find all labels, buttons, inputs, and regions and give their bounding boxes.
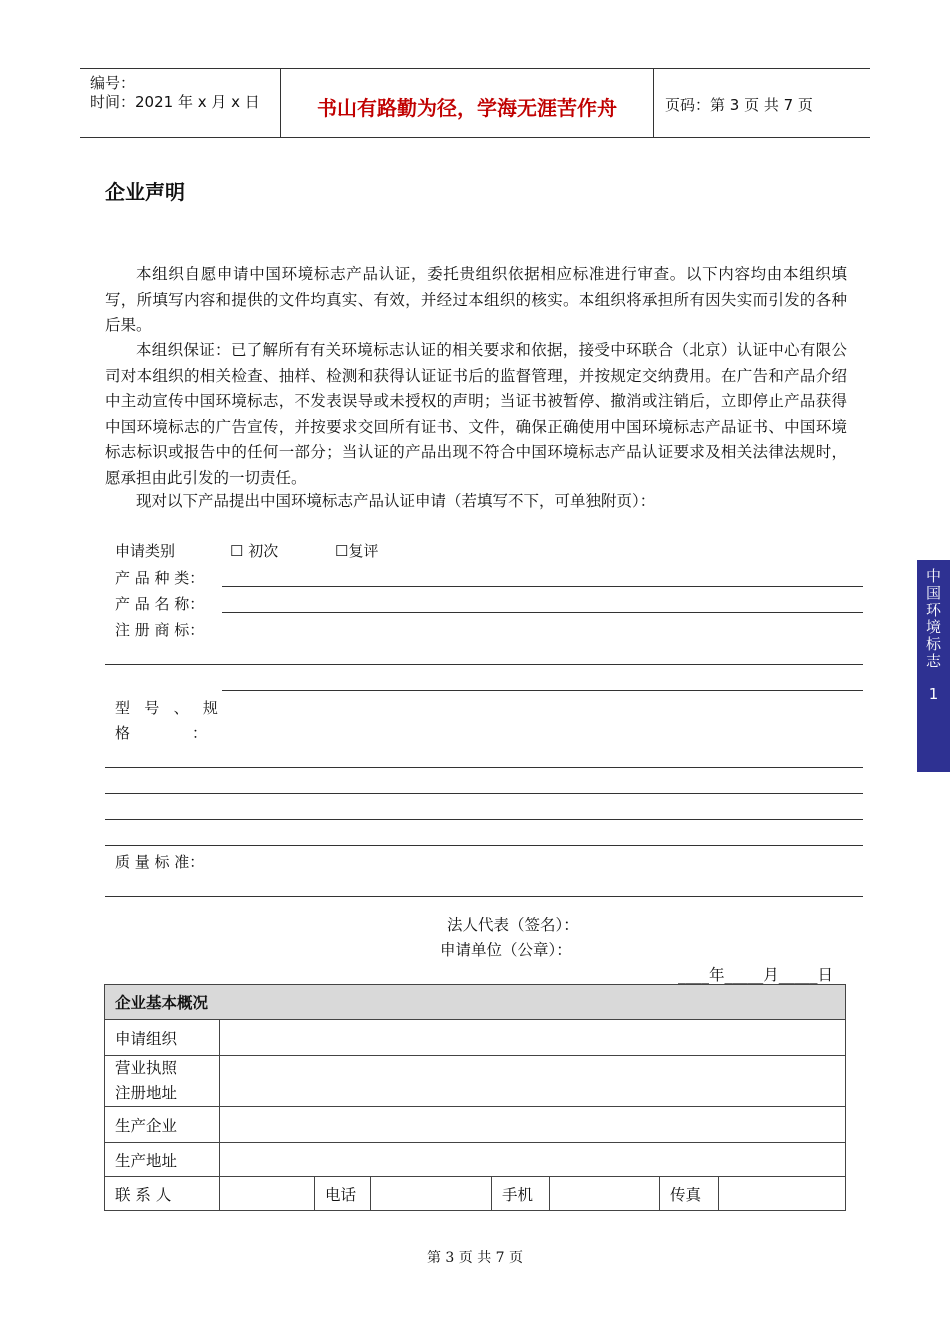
side-tab-text: 中 国 环 境 标 志 (925, 567, 941, 670)
table-row-label: 营业执照 注册地址 (105, 1056, 220, 1107)
product-type-label: 产 品 种 类： (115, 569, 205, 587)
page-header (80, 68, 870, 138)
paragraph-2: 本组织保证：已了解所有有关环境标志认证的相关要求和依据，接受中环联合（北京）认证中心有限公司对本组织的相关检查、抽样、检测和获得认证证书后的监督管理，并按规定交纳费用。在广告和产品介绍中主动宣传中国环境标志，不发表误导或未授权的声明；当证书被暂停、撤消或注销后，立即停止产品获得中国环境标志的广告宣传，并按要求交回所有证书、文件，确保正确使用中国环境标志产品证书、中国环境标志标识或报告中的任何一部分；当认证的产品出现不符合中国环境标志产品认证要求及相关法律法规时，愿承担由此引发的一切责任。 (105, 341, 847, 487)
applicant-seal: 申请单位（公章）： (440, 941, 572, 959)
model-field-line-1[interactable] (222, 690, 863, 691)
trademark-field[interactable] (105, 664, 863, 665)
document-number: 编号： (90, 74, 136, 92)
model-field-line-5[interactable] (105, 845, 863, 846)
option-review-checkbox[interactable]: ☐复评 (335, 542, 379, 560)
contact-label: 联 系 人 (105, 1177, 220, 1211)
table-row-label: 生产企业 (105, 1107, 220, 1143)
standard-label: 质 量 标 准： (115, 853, 205, 871)
production-address-field[interactable] (220, 1143, 846, 1177)
paragraph-1: 本组织自愿申请中国环境标志产品认证，委托贵组织依据相应标准进行审查。以下内容均由本组织填写，所填写内容和提供的文件均真实、有效，并经过本组织的核实。本组织将承担所有因失实而引发的各种后果。 (105, 265, 847, 334)
fax-field[interactable] (719, 1177, 846, 1211)
license-address-field[interactable] (220, 1056, 846, 1107)
fax-label: 传真 (660, 1177, 719, 1211)
model-field-line-4[interactable] (105, 819, 863, 820)
model-label-line-1: 型 号 、 规 (115, 699, 218, 717)
applicant-org-field[interactable] (220, 1020, 846, 1056)
document-time: 时间：2021 年 x 月 x 日 (90, 93, 260, 111)
motto: 书山有路勤为径，学海无涯苦作舟 (317, 96, 617, 120)
table-header: 企业基本概况 (105, 985, 846, 1020)
product-type-field[interactable] (222, 586, 863, 587)
legal-rep-signature: 法人代表（签名）： (447, 916, 579, 934)
model-field-line-3[interactable] (105, 793, 863, 794)
page-title: 企业声明 (105, 180, 185, 204)
basic-info-table (104, 984, 846, 1211)
header-page-number: 页码：第 3 页 共 7 页 (665, 96, 813, 114)
side-tab-number: 1 (928, 685, 939, 703)
mobile-field[interactable] (550, 1177, 660, 1211)
trademark-label: 注 册 商 标： (115, 621, 205, 639)
category-label: 申请类别 (115, 542, 176, 560)
header-info-cell (80, 69, 281, 137)
product-name-field[interactable] (222, 612, 863, 613)
paragraph-3: 现对以下产品提出中国环境标志产品认证申请（若填写不下，可单独附页）： (136, 492, 656, 510)
product-name-label: 产 品 名 称： (115, 595, 205, 613)
signature-date: ____年_____月_____日 (678, 966, 834, 984)
side-tab[interactable] (917, 560, 950, 772)
standard-field[interactable] (105, 896, 863, 897)
header-motto-cell (281, 69, 654, 137)
model-field-line-2[interactable] (105, 767, 863, 768)
contact-field[interactable] (220, 1177, 315, 1211)
table-row-label: 申请组织 (105, 1020, 220, 1056)
phone-field[interactable] (371, 1177, 492, 1211)
model-label-line-2: 格 ： (115, 724, 207, 742)
page-footer: 第 3 页 共 7 页 (426, 1250, 524, 1266)
option-initial-checkbox[interactable]: ☐ 初次 (230, 542, 279, 560)
mobile-label: 手机 (492, 1177, 550, 1211)
table-row-label: 生产地址 (105, 1143, 220, 1177)
phone-label: 电话 (315, 1177, 371, 1211)
producer-field[interactable] (220, 1107, 846, 1143)
